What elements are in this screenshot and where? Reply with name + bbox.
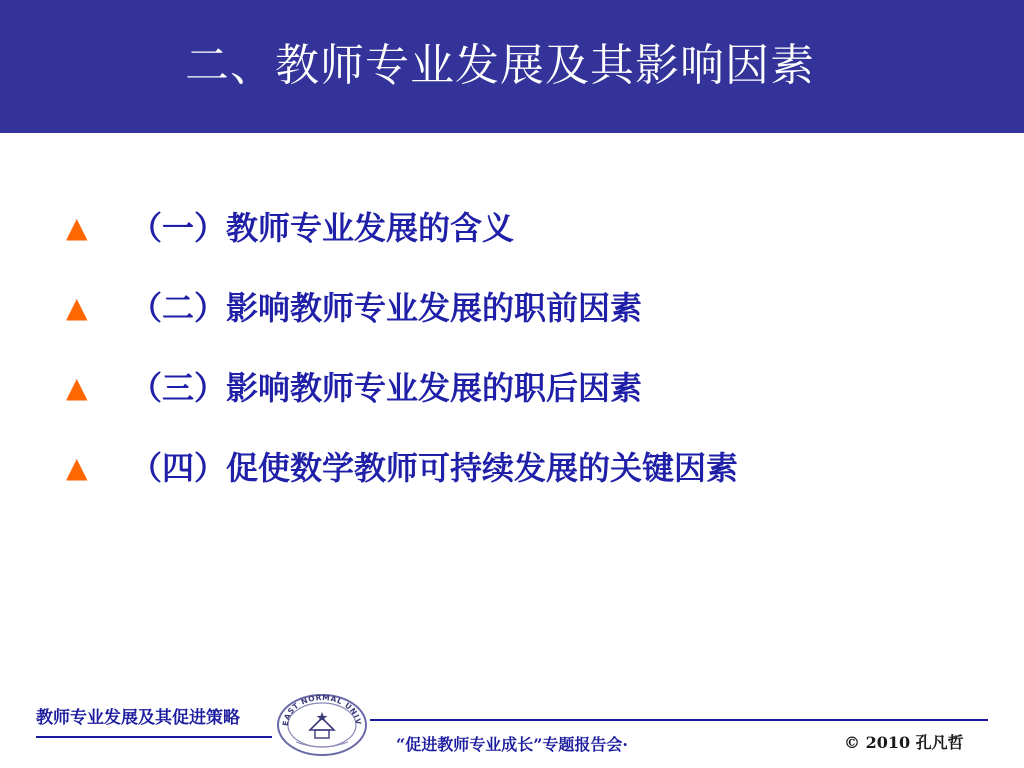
slide-title: 二、教师专业发展及其影响因素 [185,40,815,91]
bullet-text: （三）影响教师专业发展的职后因素 [130,369,643,407]
bullet-list [66,200,738,520]
triangle-bullet-icon: ▲ [66,451,88,484]
triangle-bullet-icon: ▲ [66,371,88,404]
university-seal-icon [274,690,370,756]
svg-text:NORTHEAST NORMAL UNIVERSITY: EAST NORMAL UNIV [280,692,364,727]
footer-divider-left [36,736,272,738]
footer-event-name: “促进教师专业成长”专题报告会· [396,735,628,754]
bullet-text: （二）影响教师专业发展的职前因素 [130,289,643,327]
title-banner [0,0,1024,133]
bullet-item [66,200,738,280]
bullet-item [66,360,738,440]
footer-copyright: © 2010 孔凡哲 [844,733,964,752]
bullet-item [66,280,738,360]
bullet-item [66,440,738,520]
bullet-text: （四）促使数学教师可持续发展的关键因素 [130,449,739,487]
footer-series-title: 教师专业发展及其促进策略 [36,708,240,728]
footer-divider-right [370,719,988,721]
triangle-bullet-icon: ▲ [66,211,88,244]
triangle-bullet-icon: ▲ [66,291,88,324]
bullet-text: （一）教师专业发展的含义 [130,209,515,247]
